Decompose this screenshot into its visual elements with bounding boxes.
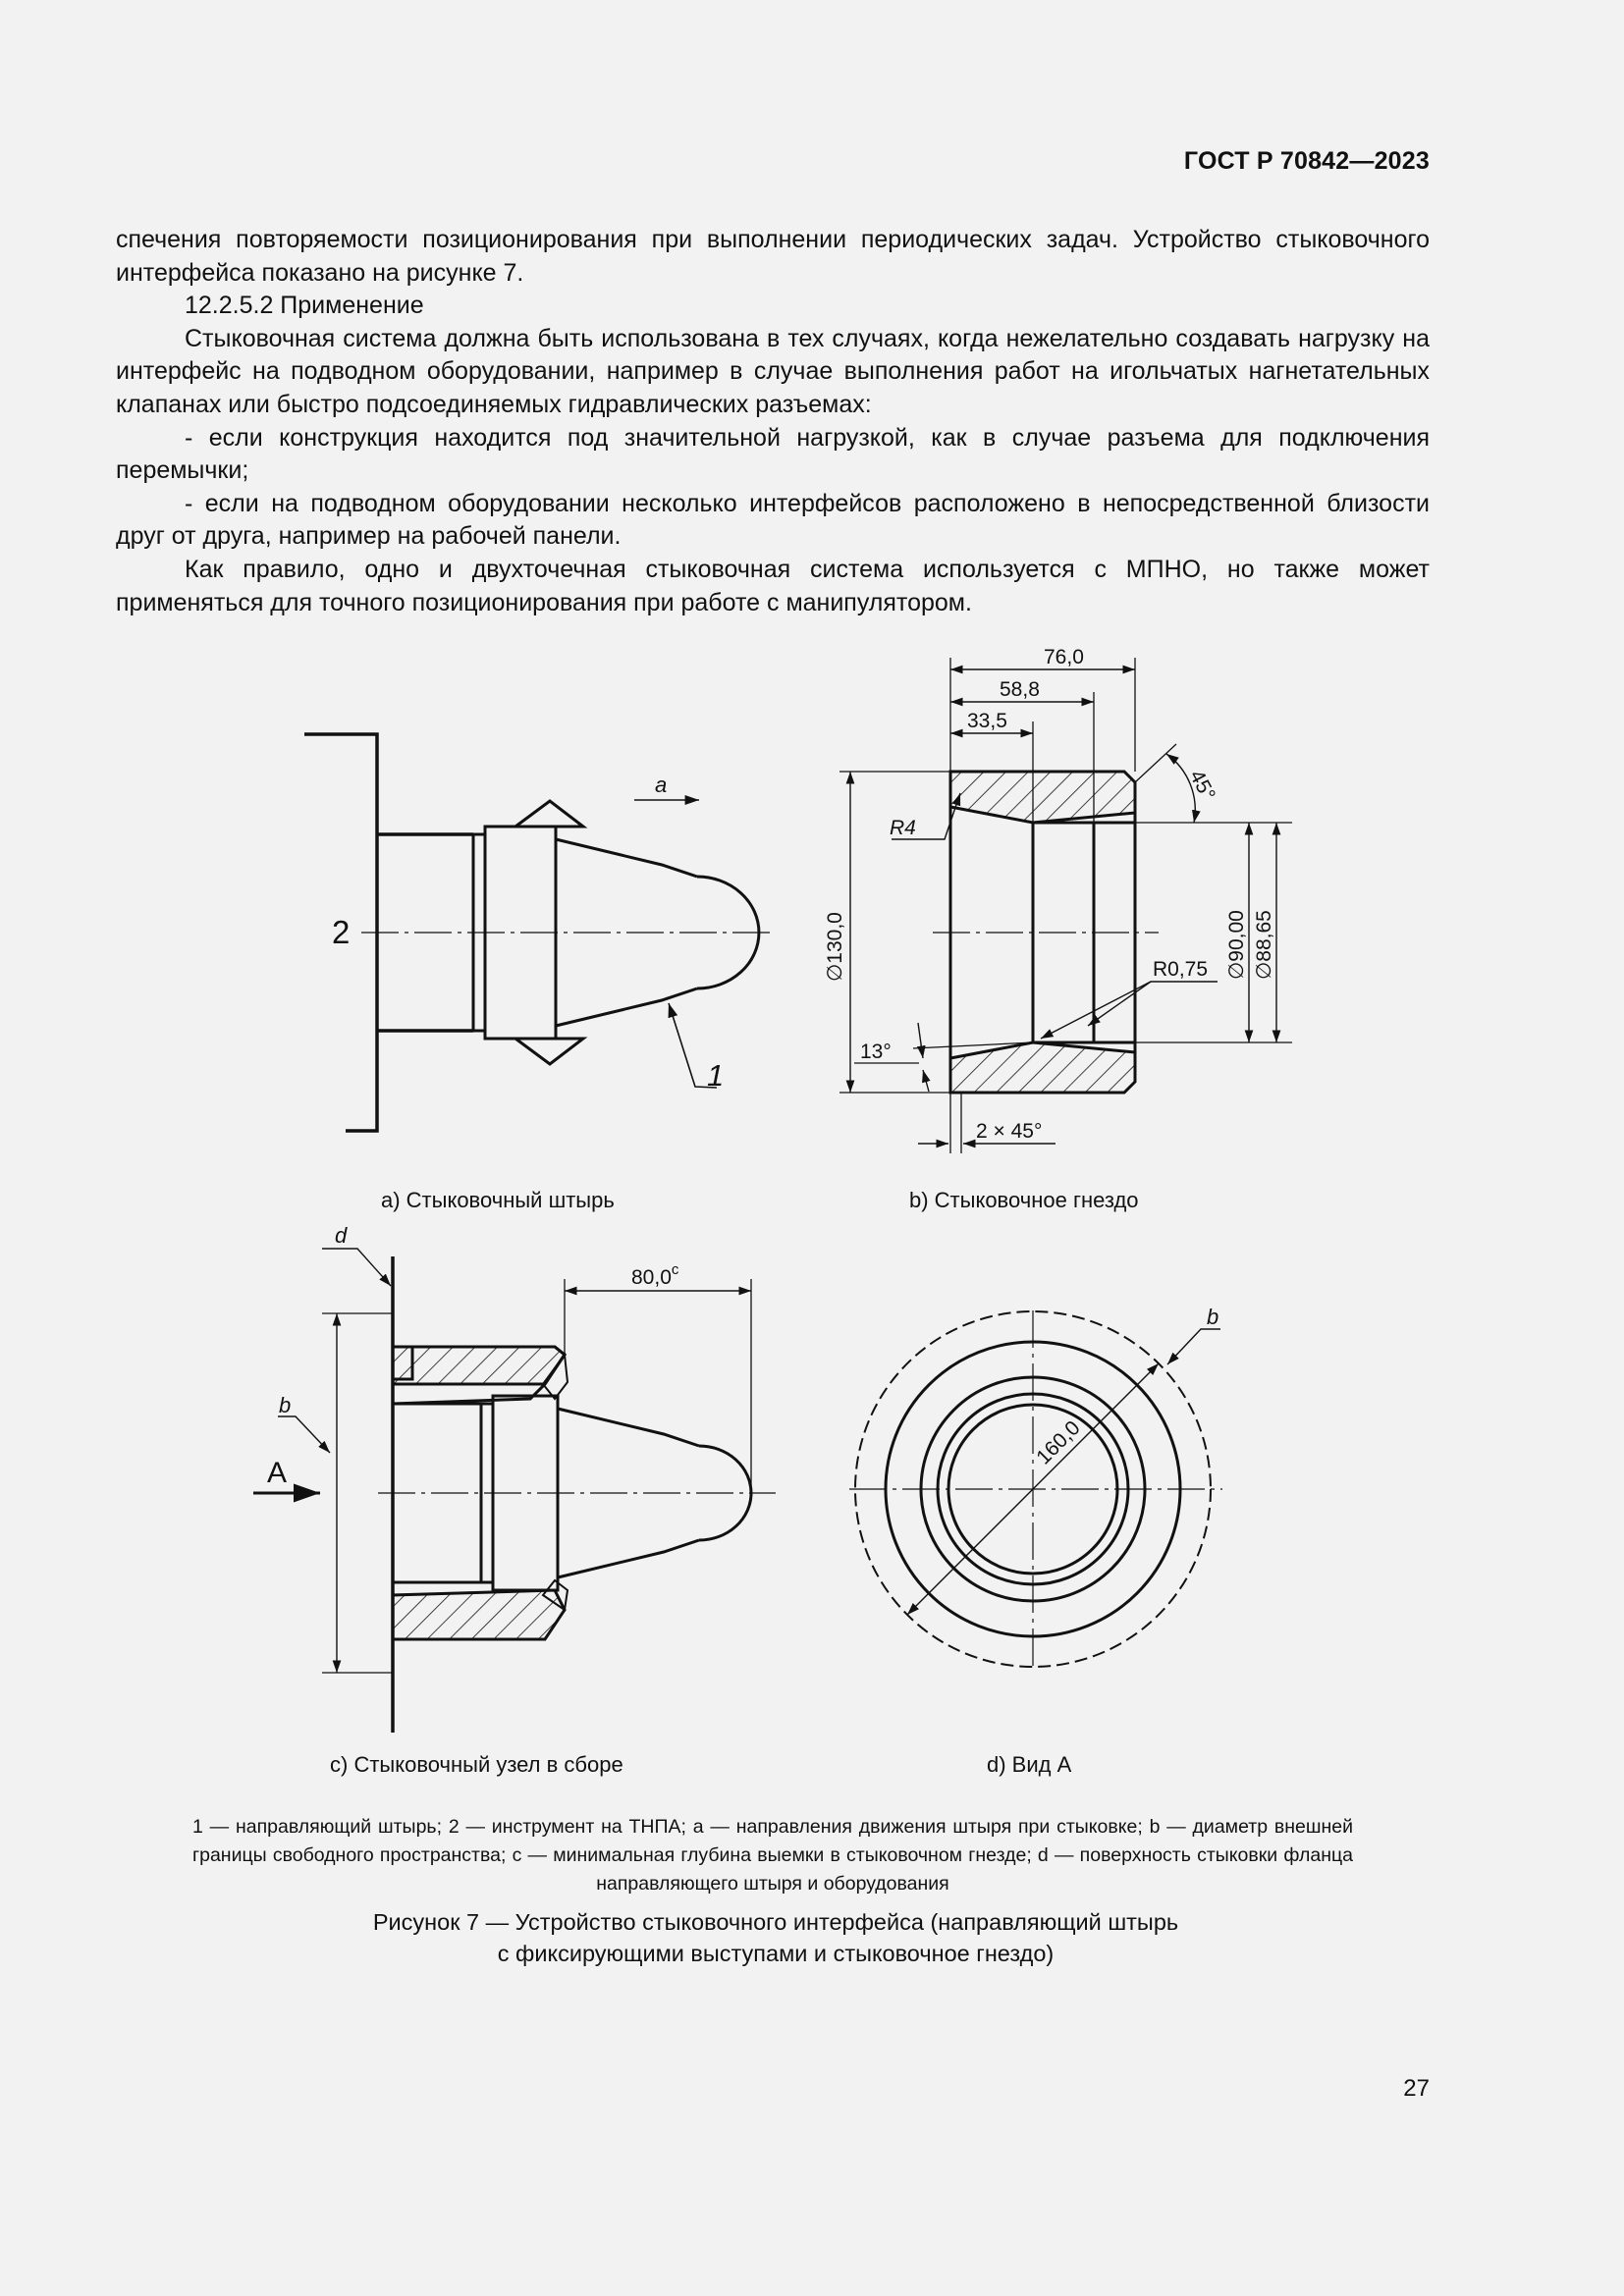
figure-title [0, 1906, 1551, 1969]
caption-c: с) Стыковочный узел в сборе [330, 1752, 623, 1777]
figure-title-line1: Рисунок 7 — Устройство стыковочного интерфейса (направляющий штырь [372, 1909, 1179, 1935]
list-item: - если конструкция находится под значительной нагрузкой, как в случае разъема для подключения перемычки; [116, 423, 1430, 485]
view-b-docking-socket [839, 658, 1292, 1153]
list-item: - если на подводном оборудовании несколько интерфейсов расположено в непосредственной близости друг от друга, например на рабочей панели. [116, 489, 1430, 551]
label-view-a: A [267, 1457, 288, 1489]
paragraph: спечения повторяемости позиционирования при выполнении периодических задач. Устройство стыковочного интерфейса показано на рисунке 7. [116, 226, 1430, 287]
dim-80 [631, 1261, 679, 1289]
page-number: 27 [1403, 2075, 1430, 2102]
label-direction: a [655, 773, 668, 797]
section-heading: 12.2.5.2 Применение [185, 292, 424, 320]
paragraph: Стыковочная система должна быть использована в тех случаях, когда нежелательно создавать нагрузку на интерфейс на подводном оборудовании, например в случае выполнения работ на игольчатых нагнетательных клапанах или быстро подсоединяемых гидравлических разъемах: [116, 324, 1430, 418]
dim-d90: ∅90,00 [1225, 910, 1248, 980]
dim-80-value: 80,0 [631, 1266, 672, 1289]
dim-d88-65: ∅88,65 [1253, 910, 1275, 980]
dim-160: 160,0 [1032, 1416, 1085, 1469]
dim-r4: R4 [890, 817, 916, 839]
label-tool: 2 [332, 914, 351, 950]
dim-d130: ∅130,0 [824, 912, 846, 982]
dim-33-5: 33,5 [967, 710, 1007, 732]
figure-legend [192, 1813, 1353, 1898]
dim-r0-75: R0,75 [1153, 958, 1209, 981]
label-b-view-d: b [1207, 1305, 1219, 1329]
caption-d: d) Вид А [987, 1752, 1072, 1777]
dim-45-deg: 45° [1184, 766, 1220, 805]
figure-title-line2: с фиксирующими выступами и стыковочное гнездо) [497, 1941, 1055, 1966]
document-header: ГОСТ Р 70842—2023 [1183, 147, 1430, 175]
label-pin: 1 [707, 1058, 725, 1093]
caption-a: а) Стыковочный штырь [381, 1188, 615, 1212]
dim-13-deg: 13° [860, 1041, 892, 1063]
label-d: d [335, 1223, 348, 1248]
paragraph: Как правило, одно и двухточечная стыковочная система используется с МПНО, но также может применяться для точного позиционирования при работе с манипулятором. [116, 555, 1430, 616]
caption-b: b) Стыковочное гнездо [909, 1188, 1139, 1212]
dim-80-sup: c [671, 1261, 679, 1278]
dim-58-8: 58,8 [1000, 678, 1040, 701]
view-a-docking-pin [304, 734, 776, 1131]
view-c-assembly [253, 1249, 776, 1733]
dim-chamfer: 2 × 45° [976, 1120, 1043, 1143]
label-b: b [279, 1393, 292, 1417]
legend-text: 1 — направляющий штырь; 2 — инструмент на ТНПА; a — направления движения штыря при стыковке; b — диаметр внешней границы свободного пространства; c — минимальная глубина выемки в стыковочном гнезде; d — поверхность стыковки фланца направляющего штыря и оборудования [192, 1816, 1353, 1895]
dim-76: 76,0 [1044, 646, 1084, 668]
view-d-view-a [849, 1310, 1222, 1669]
